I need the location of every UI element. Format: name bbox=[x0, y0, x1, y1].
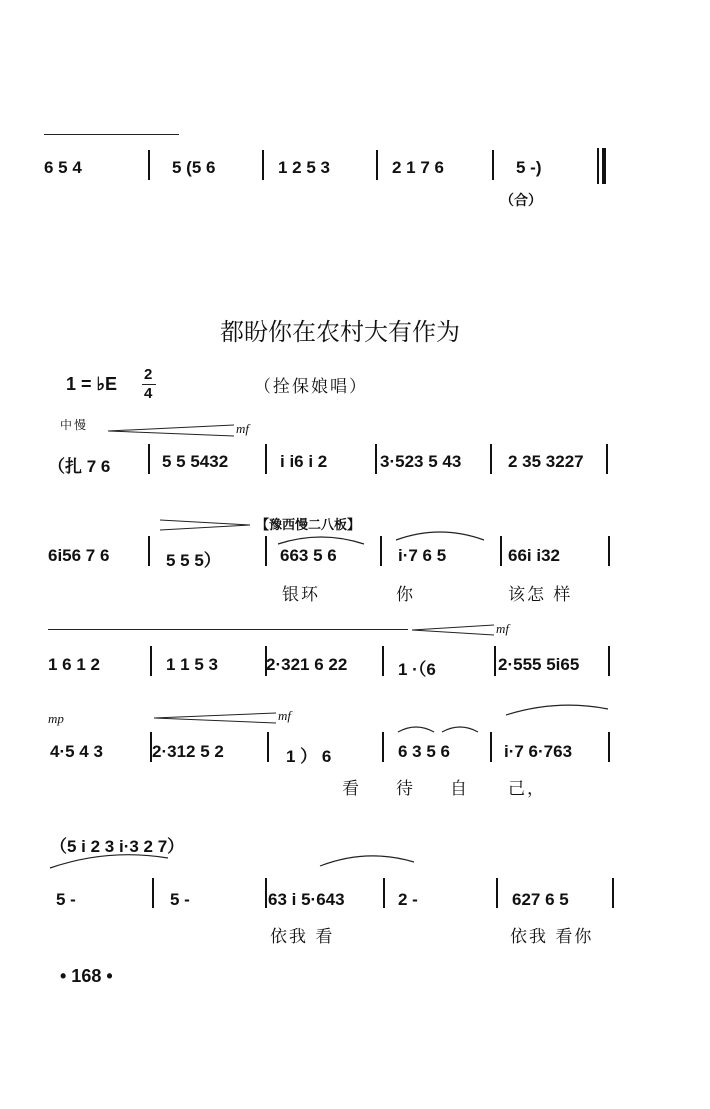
barline bbox=[376, 150, 378, 180]
lyric: 依我 看你 bbox=[510, 927, 594, 947]
barline bbox=[265, 878, 267, 908]
slur bbox=[276, 534, 366, 546]
slur bbox=[318, 852, 416, 868]
final-barline-thin bbox=[597, 148, 599, 184]
notation-measure: 6 3 5 6 bbox=[398, 742, 450, 761]
notation-measure: 1 2 5 3 bbox=[278, 158, 330, 177]
notation-measure: 1 ·（6 bbox=[398, 660, 436, 679]
key-signature: 1 = ♭E bbox=[66, 374, 118, 394]
lyric: 看 bbox=[342, 779, 361, 799]
lyric: 己， bbox=[508, 779, 546, 799]
barline bbox=[606, 444, 608, 474]
chorus-label: （合） bbox=[500, 192, 542, 208]
notation-measure: 1 6 1 2 bbox=[48, 655, 100, 674]
barline bbox=[148, 536, 150, 566]
lyric: 自 bbox=[450, 779, 469, 799]
barline bbox=[608, 646, 610, 676]
notation-measure: 5 - bbox=[170, 890, 190, 909]
notation-measure: 66i i32 bbox=[508, 546, 560, 565]
barline bbox=[383, 878, 385, 908]
time-signature-top: 2 bbox=[144, 366, 153, 383]
barline bbox=[494, 646, 496, 676]
lyric: 你 bbox=[396, 585, 415, 605]
barline bbox=[267, 732, 269, 762]
barline bbox=[612, 878, 614, 908]
notation-measure: 6i56 7 6 bbox=[48, 546, 110, 565]
notation-measure: 5 -) bbox=[516, 158, 542, 177]
barline bbox=[382, 732, 384, 762]
final-barline-thick bbox=[602, 148, 606, 184]
dynamic-mf: mf bbox=[236, 421, 249, 436]
section-label: 【豫西慢二八板】 bbox=[256, 517, 361, 532]
decrescendo-hairpin bbox=[160, 519, 252, 531]
lyric: 该怎 样 bbox=[508, 585, 573, 605]
slur bbox=[48, 852, 170, 870]
notation-measure: （扎 7 6 bbox=[48, 457, 111, 476]
slur bbox=[504, 703, 610, 717]
lyric: 待 bbox=[396, 779, 415, 799]
dynamic-mf: mf bbox=[496, 621, 509, 636]
notation-measure: 5 (5 6 bbox=[172, 158, 216, 177]
slur bbox=[48, 629, 408, 630]
barline bbox=[265, 444, 267, 474]
barline bbox=[490, 444, 492, 474]
barline bbox=[148, 444, 150, 474]
notation-measure: 1 ） 6 bbox=[286, 747, 332, 766]
dynamic-mp: mp bbox=[48, 711, 64, 726]
notation-measure: i i6 i 2 bbox=[280, 452, 328, 471]
page-number: • 168 • bbox=[60, 966, 113, 986]
notation-measure: 627 6 5 bbox=[512, 890, 569, 909]
barline bbox=[608, 536, 610, 566]
tempo-marking: 中慢 bbox=[60, 418, 89, 432]
barline bbox=[492, 150, 494, 180]
barline bbox=[150, 646, 152, 676]
notation-measure: 5 5 5） bbox=[166, 551, 221, 570]
notation-measure: 2·555 5i65 bbox=[498, 655, 580, 674]
notation-measure: 2 35 3227 bbox=[508, 452, 584, 471]
barline bbox=[265, 536, 267, 566]
notation-measure: 6 5 4 bbox=[44, 158, 82, 177]
notation-measure: 2·321 6 22 bbox=[266, 655, 348, 674]
barline bbox=[382, 646, 384, 676]
lyric: 银环 bbox=[282, 585, 320, 605]
barline bbox=[496, 878, 498, 908]
notation-measure: 4·5 4 3 bbox=[50, 742, 103, 761]
barline bbox=[490, 732, 492, 762]
notation-measure: i·7 6 5 bbox=[398, 546, 447, 565]
notation-measure: 63 i 5·643 bbox=[268, 890, 345, 909]
singer-note: （拴保娘唱） bbox=[254, 377, 368, 397]
barline bbox=[152, 878, 154, 908]
crescendo-hairpin bbox=[108, 424, 236, 438]
notation-measure: 2·312 5 2 bbox=[152, 742, 224, 761]
slur bbox=[44, 134, 179, 135]
time-signature-bottom: 4 bbox=[144, 385, 153, 402]
bracketed-phrase: （5 i 2 3 i·3 2 7） bbox=[50, 837, 185, 856]
notation-measure: 2 1 7 6 bbox=[392, 158, 444, 177]
song-title: 都盼你在农村大有作为 bbox=[220, 318, 460, 346]
lyric: 依我 看 bbox=[270, 927, 335, 947]
crescendo-hairpin bbox=[412, 624, 496, 636]
notation-measure: 3·523 5 43 bbox=[380, 452, 462, 471]
crescendo-hairpin bbox=[154, 712, 278, 724]
notation-measure: 663 5 6 bbox=[280, 546, 337, 565]
barline bbox=[148, 150, 150, 180]
notation-measure: 1 1 5 3 bbox=[166, 655, 218, 674]
notation-measure: 5 5 5432 bbox=[162, 452, 229, 471]
dynamic-mf: mf bbox=[278, 708, 291, 723]
barline bbox=[375, 444, 377, 474]
notation-measure: 5 - bbox=[56, 890, 76, 909]
slur bbox=[396, 722, 482, 734]
barline bbox=[262, 150, 264, 180]
slur bbox=[394, 528, 486, 542]
barline bbox=[500, 536, 502, 566]
notation-measure: i·7 6·763 bbox=[504, 742, 573, 761]
barline bbox=[608, 732, 610, 762]
notation-measure: 2 - bbox=[398, 890, 418, 909]
barline bbox=[380, 536, 382, 566]
